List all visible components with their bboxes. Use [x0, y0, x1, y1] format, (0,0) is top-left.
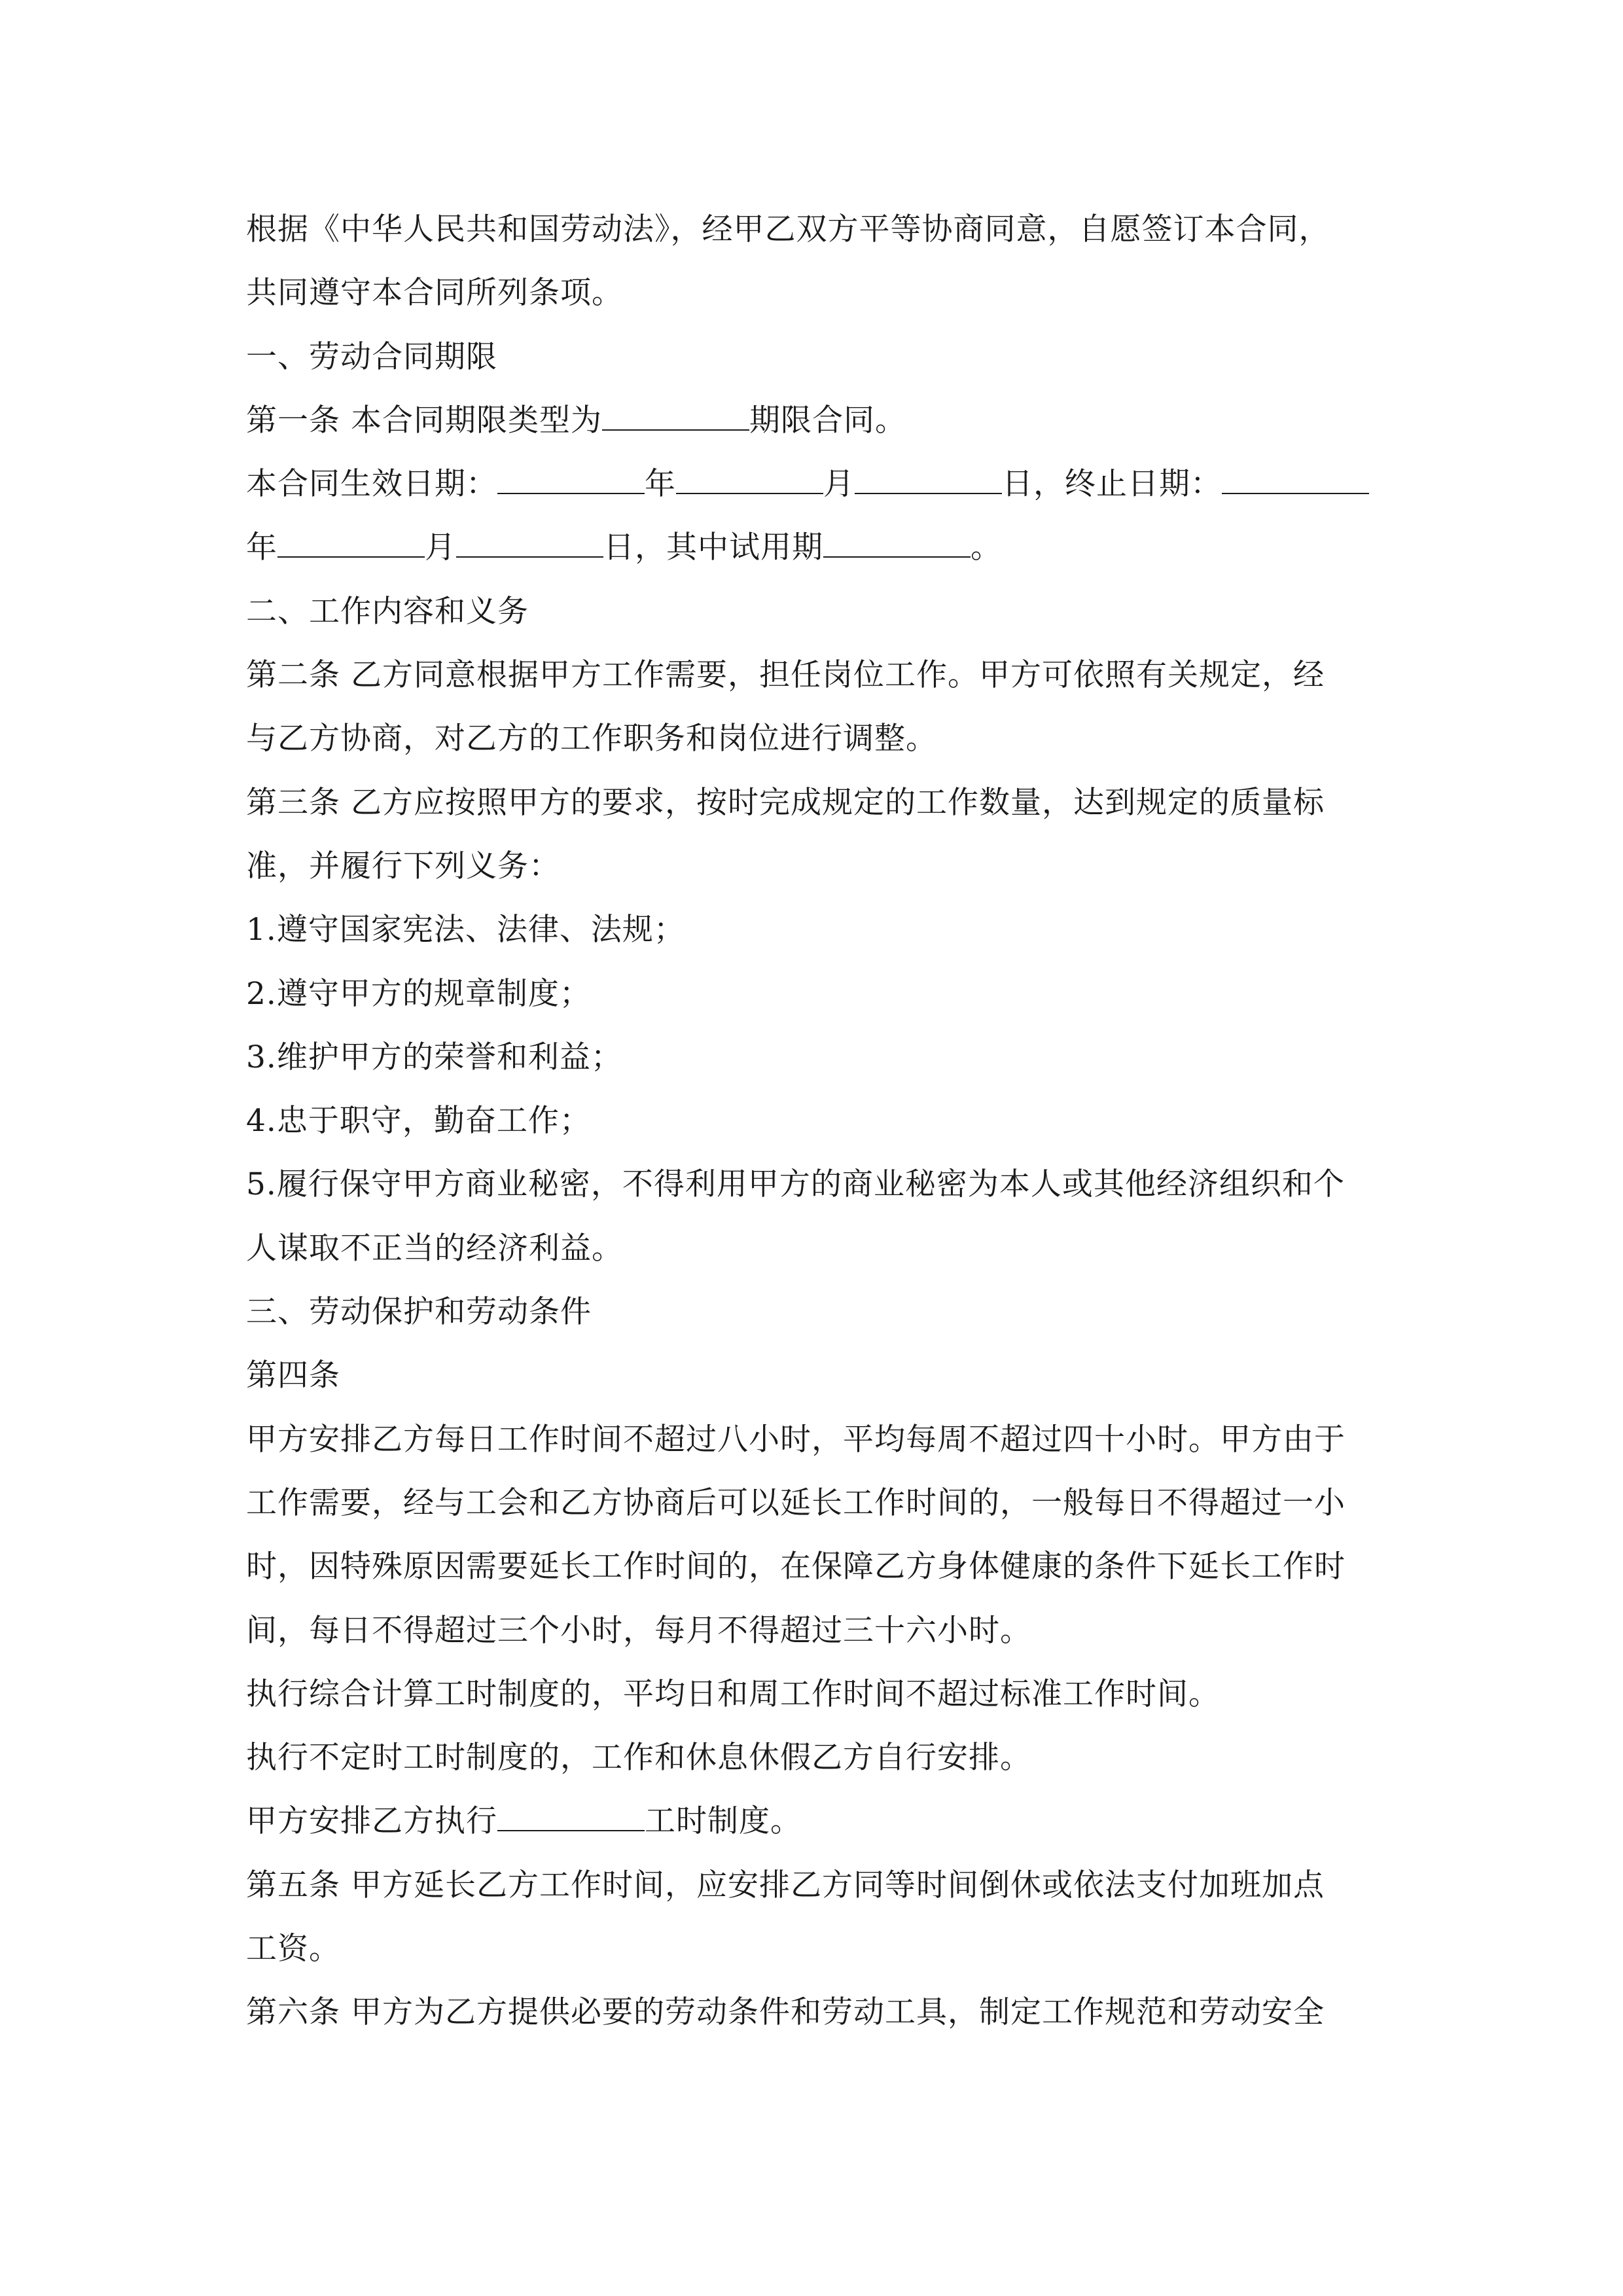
text-segment: 1.遵守国家宪法、法律、法规；: [246, 912, 685, 948]
text-segment: 甲方安排乙方执行: [246, 1803, 497, 1840]
fill-in-blank: [1222, 473, 1369, 494]
fill-in-blank: [497, 1810, 645, 1831]
contract-body: [246, 198, 1378, 2045]
text-segment: 日，其中试用期: [603, 529, 823, 566]
paragraph-line: [246, 1917, 1378, 1981]
text-segment: 年: [645, 466, 676, 503]
article-heading: [246, 1344, 1378, 1407]
paragraph-line: [246, 198, 1378, 261]
paragraph-line: [246, 516, 1378, 579]
fill-in-blank: [602, 410, 749, 431]
fill-in-blank: [855, 473, 1002, 494]
paragraph-line: [246, 1662, 1378, 1726]
text-segment: 5.履行保守甲方商业秘密，不得利用甲方的商业秘密为本人或其他经济组织和个: [246, 1166, 1345, 1203]
paragraph-line: [246, 707, 1378, 770]
text-segment: 三、劳动保护和劳动条件: [246, 1294, 592, 1331]
text-segment: 执行综合计算工时制度的，平均日和周工作时间不超过标准工作时间。: [246, 1676, 1220, 1712]
paragraph-line: [246, 452, 1378, 516]
text-segment: 。: [971, 529, 1002, 566]
paragraph-line: [246, 1599, 1378, 1662]
paragraph-line: [246, 1535, 1378, 1598]
text-segment: 工资。: [246, 1931, 340, 1967]
text-segment: 第六条 甲方为乙方提供必要的劳动条件和劳动工具，制定工作规范和劳动安全: [246, 1994, 1325, 2031]
text-segment: 执行不定时工时制度的，工作和休息休假乙方自行安排。: [246, 1740, 1031, 1776]
text-segment: 工时制度。: [645, 1803, 802, 1840]
text-segment: 间，每日不得超过三个小时，每月不得超过三十六小时。: [246, 1612, 1031, 1649]
paragraph-line: [246, 1789, 1378, 1853]
paragraph-line: [246, 771, 1378, 834]
text-segment: 3.维护甲方的荣誉和利益；: [246, 1039, 622, 1075]
text-segment: 第四条: [246, 1357, 340, 1394]
text-segment: 人谋取不正当的经济利益。: [246, 1230, 623, 1266]
list-item: [246, 1026, 1378, 1089]
text-segment: 共同遵守本合同所列条项。: [246, 275, 623, 312]
text-segment: 一、劳动合同期限: [246, 338, 497, 375]
section-heading: [246, 580, 1378, 643]
text-segment: 年: [246, 529, 277, 566]
text-segment: 4.忠于职守，勤奋工作；: [246, 1103, 591, 1139]
text-segment: 第二条 乙方同意根据甲方工作需要，担任岗位工作。甲方可依照有关规定，经: [246, 657, 1325, 694]
text-segment: 第五条 甲方延长乙方工作时间，应安排乙方同等时间倒休或依法支付加班加点: [246, 1867, 1325, 1903]
text-segment: 月: [425, 529, 456, 566]
paragraph-line: [246, 643, 1378, 707]
paragraph-line: [246, 1981, 1378, 2044]
list-item: [246, 1089, 1378, 1153]
paragraph-line: [246, 389, 1378, 452]
text-segment: 2.遵守甲方的规章制度；: [246, 975, 591, 1012]
text-segment: 月: [823, 466, 855, 503]
list-item: [246, 898, 1378, 961]
text-segment: 期限合同。: [749, 402, 906, 439]
text-segment: 二、工作内容和义务: [246, 593, 529, 630]
text-segment: 本合同生效日期：: [246, 466, 497, 503]
text-segment: 日，终止日期：: [1002, 466, 1222, 503]
text-segment: 工作需要，经与工会和乙方协商后可以延长工作时间的，一般每日不得超过一小: [246, 1484, 1346, 1521]
fill-in-blank: [823, 537, 971, 558]
list-item: [246, 1153, 1378, 1216]
fill-in-blank: [277, 537, 425, 558]
text-segment: 第三条 乙方应按照甲方的要求，按时完成规定的工作数量，达到规定的质量标: [246, 784, 1325, 821]
text-segment: 第一条 本合同期限类型为: [246, 402, 602, 439]
text-segment: 时，因特殊原因需要延长工作时间的，在保障乙方身体健康的条件下延长工作时: [246, 1549, 1346, 1585]
paragraph-line: [246, 1471, 1378, 1535]
section-heading: [246, 1280, 1378, 1344]
paragraph-line: [246, 1854, 1378, 1917]
fill-in-blank: [456, 537, 603, 558]
fill-in-blank: [676, 473, 823, 494]
text-segment: 根据《中华人民共和国劳动法》，经甲乙双方平等协商同意，自愿签订本合同，: [246, 211, 1330, 247]
section-heading: [246, 325, 1378, 389]
fill-in-blank: [497, 473, 645, 494]
paragraph-line: [246, 834, 1378, 898]
text-segment: 准，并履行下列义务：: [246, 848, 560, 884]
list-item: [246, 962, 1378, 1026]
text-segment: 与乙方协商，对乙方的工作职务和岗位进行调整。: [246, 721, 937, 757]
paragraph-line: [246, 1408, 1378, 1471]
paragraph-line: [246, 261, 1378, 325]
paragraph-line: [246, 1726, 1378, 1789]
list-item: [246, 1217, 1378, 1280]
text-segment: 甲方安排乙方每日工作时间不超过八小时，平均每周不超过四十小时。甲方由于: [246, 1421, 1346, 1458]
